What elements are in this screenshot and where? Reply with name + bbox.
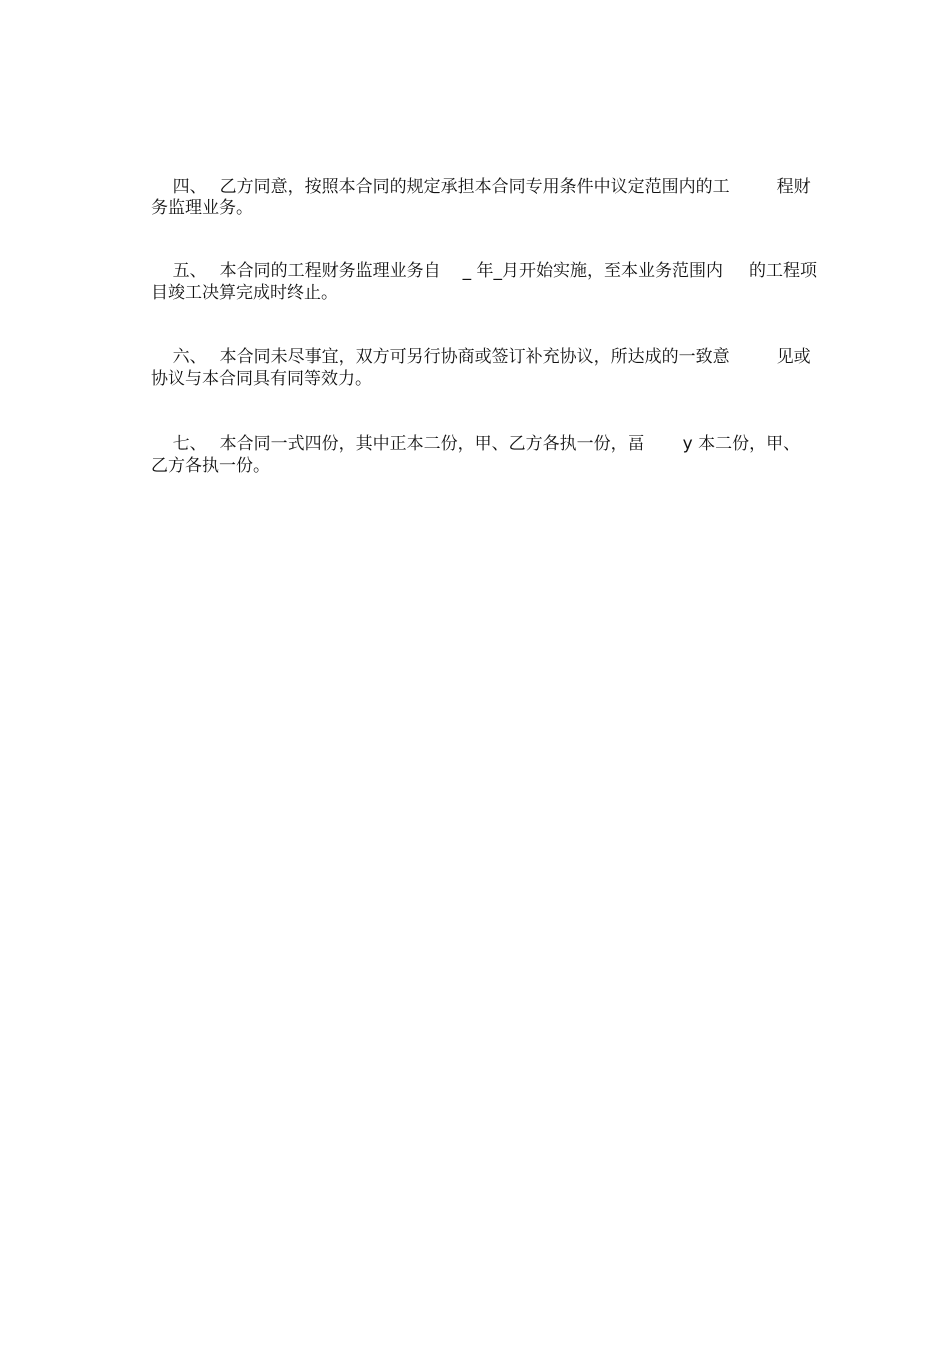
clause-4-text-b: 程财 <box>776 177 811 197</box>
clause-6-text-a: 本合同未尽事宜，双方可另行协商或签订补充协议，所达成的一致意 <box>219 347 730 367</box>
clause-5-number: 五、 <box>172 261 207 281</box>
clause-7-line-2: 乙方各执一份。 <box>151 456 270 476</box>
clause-5-text-b: _ 年_月开始实施，至本业务范围内 <box>462 261 724 281</box>
clause-6-text-b: 见或 <box>776 347 811 367</box>
clause-7-text-b: y 本二份，甲、 <box>682 434 801 454</box>
clause-6-number: 六、 <box>172 347 207 367</box>
clause-6-line-2: 协议与本合同具有同等效力。 <box>151 369 372 389</box>
clause-7-text-a: 本合同一式四份，其中正本二份，甲、乙方各执一份，畐 <box>219 434 645 454</box>
clause-7-number: 七、 <box>172 434 207 454</box>
clause-5-text-a: 本合同的工程财务监理业务自 <box>219 261 441 281</box>
clause-4-line-2: 务监理业务。 <box>151 198 253 218</box>
clause-5-line-2: 目竣工决算完成时终止。 <box>151 283 338 303</box>
clause-4-number: 四、 <box>172 177 207 197</box>
clause-5-text-c: 的工程项 <box>749 261 818 281</box>
clause-4-text-a: 乙方同意，按照本合同的规定承担本合同专用条件中议定范围内的工 <box>219 177 730 197</box>
